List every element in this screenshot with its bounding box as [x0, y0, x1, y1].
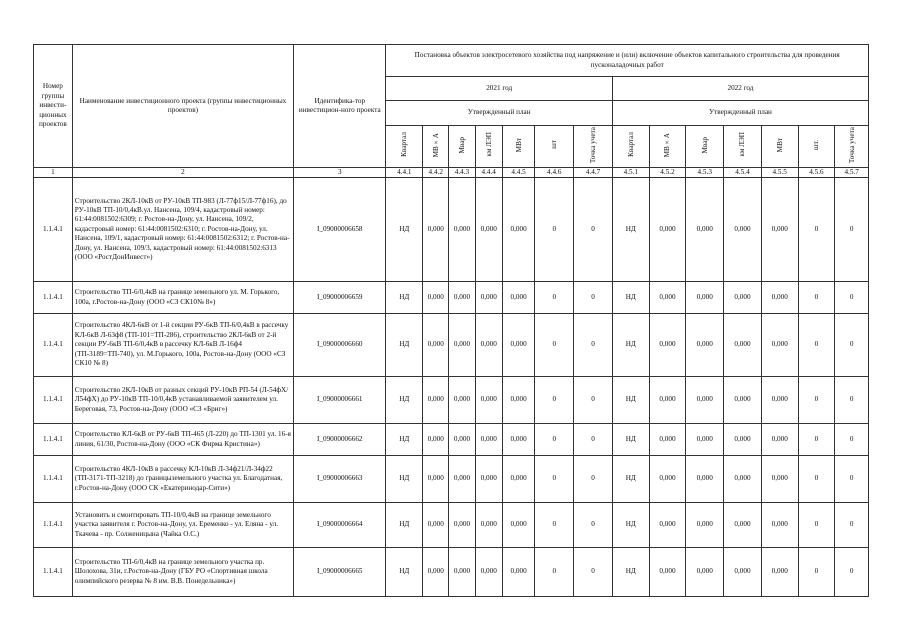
cell-2021-value: 0: [574, 503, 613, 548]
column-number: 4.5.3: [686, 168, 724, 178]
table-row: [34, 503, 869, 548]
cell-2021-value: 0,000: [475, 424, 502, 456]
table-row: [34, 424, 869, 456]
cell-2021-value: 0,000: [502, 424, 535, 456]
cell-2022-value: 0,000: [649, 424, 686, 456]
cell-2021-value: 0,000: [423, 178, 449, 282]
cell-2022-value: 0,000: [724, 424, 762, 456]
cell-project-name: Установить и смонтировать ТП-10/0,4кВ на границе земельного участка заявителя г. Ростов-на-Дону, ул. Еременко - ул. Еляна - ул. Ткачева - пр. Солженицына (Чайка О.С.): [72, 503, 293, 548]
cell-2021-value: 0,000: [423, 456, 449, 503]
column-number: 3: [294, 168, 386, 178]
cell-2022-value: 0,000: [649, 377, 686, 424]
cell-group-number: 1.1.4.1: [34, 456, 73, 503]
subheader-label: Мвар: [457, 136, 466, 154]
subheader-label: МВт: [775, 137, 784, 152]
cell-2021-value: 0: [535, 282, 574, 314]
cell-project-name: Строительство ТП-6/0,4кВ на границе земельного ул. М. Горького, 100а, г.Ростов-на-Дону (ООО «СЗ СК10№ 8»): [72, 282, 293, 314]
cell-2022-value: 0: [835, 503, 869, 548]
cell-project-name: Строительство 4КЛ-10кВ в рассечку КЛ-10кВ Л-34ф21/Л-34ф22 (ТП-3171-ТП-3218) до границыземельного участка ул. Благодатная, г.Ростов-на-Дону (ООО СК «Екатеринодар-Сити»): [72, 456, 293, 503]
cell-2021-value: 0,000: [423, 282, 449, 314]
column-number: 4.5.4: [724, 168, 762, 178]
cell-group-number: 1.1.4.1: [34, 282, 73, 314]
table-row: [34, 456, 869, 503]
cell-2021-value: 0,000: [502, 548, 535, 597]
cell-2021-value: 0,000: [502, 314, 535, 377]
cell-2021-value: 0: [574, 282, 613, 314]
cell-2021-value: НД: [386, 178, 423, 282]
cell-2021-value: 0,000: [423, 314, 449, 377]
cell-identifier: I_09000006661: [294, 377, 386, 424]
cell-2021-value: 0: [535, 503, 574, 548]
cell-2021-value: 0,000: [449, 178, 475, 282]
cell-2022-value: 0,000: [686, 314, 724, 377]
cell-identifier: I_09000006660: [294, 314, 386, 377]
cell-identifier: I_09000006665: [294, 548, 386, 597]
cell-group-number: 1.1.4.1: [34, 548, 73, 597]
cell-identifier: I_09000006658: [294, 178, 386, 282]
cell-2021-value: НД: [386, 377, 423, 424]
cell-2021-value: 0,000: [449, 503, 475, 548]
table-row: [34, 282, 869, 314]
cell-2022-value: 0,000: [761, 424, 798, 456]
cell-2021-value: 0,000: [449, 314, 475, 377]
cell-2022-value: 0,000: [761, 456, 798, 503]
header-year-2022: 2022 год: [612, 77, 868, 101]
header-approved-plan-2022: Утвержденный план: [612, 101, 868, 126]
cell-identifier: I_09000006664: [294, 503, 386, 548]
cell-2022-value: 0: [835, 424, 869, 456]
cell-group-number: 1.1.4.1: [34, 503, 73, 548]
cell-2021-value: 0,000: [475, 503, 502, 548]
cell-identifier: I_09000006662: [294, 424, 386, 456]
cell-2021-value: 0,000: [502, 503, 535, 548]
cell-2021-value: 0,000: [423, 503, 449, 548]
subheader-2022-col-3: [686, 126, 724, 168]
subheader-2022-col-1: [612, 126, 649, 168]
cell-2021-value: 0: [574, 377, 613, 424]
investment-projects-table: [33, 44, 869, 597]
cell-project-name: Строительство КЛ-6кВ от РУ-6кВ ТП-465 (Л-220) до ТП-1301 ул. 16-я линия, 61/30, Ростов-на-Дону (ООО «СК Фирма Кристина»): [72, 424, 293, 456]
header-project-name: Наименование инвестиционного проекта (группы инвестиционных проектов): [72, 45, 293, 168]
cell-2021-value: 0,000: [475, 377, 502, 424]
cell-2022-value: 0,000: [761, 314, 798, 377]
cell-2021-value: 0: [535, 178, 574, 282]
header-group-number: Номер группы инвести-ционных проектов: [34, 45, 73, 168]
cell-group-number: 1.1.4.1: [34, 424, 73, 456]
column-number: 4.4.1: [386, 168, 423, 178]
cell-2021-value: НД: [386, 314, 423, 377]
cell-2021-value: 0: [535, 377, 574, 424]
subheader-label: МВт: [514, 137, 523, 152]
cell-2021-value: 0: [574, 424, 613, 456]
subheader-label: Точка учета: [589, 126, 598, 163]
column-number: 1: [34, 168, 73, 178]
subheader-label: МВ×А: [431, 132, 440, 157]
cell-2022-value: 0,000: [649, 282, 686, 314]
cell-2021-value: 0,000: [502, 456, 535, 503]
cell-2021-value: 0,000: [475, 282, 502, 314]
header-year-2021: 2021 год: [386, 77, 613, 101]
column-number: 4.5.7: [835, 168, 869, 178]
cell-2021-value: 0,000: [475, 456, 502, 503]
cell-2022-value: НД: [612, 424, 649, 456]
cell-identifier: I_09000006659: [294, 282, 386, 314]
cell-2021-value: 0,000: [423, 377, 449, 424]
column-number: 4.4.4: [475, 168, 502, 178]
table-row: [34, 548, 869, 597]
cell-2022-value: 0,000: [761, 178, 798, 282]
cell-2021-value: 0,000: [449, 377, 475, 424]
column-number: 4.4.2: [423, 168, 449, 178]
cell-2022-value: 0: [798, 178, 835, 282]
subheader-label: км ЛЭП: [484, 132, 493, 158]
cell-2021-value: 0,000: [449, 548, 475, 597]
subheader-2021-col-6: [535, 126, 574, 168]
cell-2021-value: НД: [386, 503, 423, 548]
cell-2021-value: 0: [535, 456, 574, 503]
cell-2022-value: 0: [835, 456, 869, 503]
subheader-label: шт.: [812, 139, 821, 150]
cell-2022-value: 0,000: [724, 314, 762, 377]
subheader-label: шт: [550, 140, 559, 150]
subheader-label: Мвар: [700, 136, 709, 154]
column-number: 4.5.6: [798, 168, 835, 178]
column-number: 4.4.5: [502, 168, 535, 178]
cell-2022-value: 0,000: [724, 456, 762, 503]
subheader-2021-col-1: [386, 126, 423, 168]
column-number: 4.4.7: [574, 168, 613, 178]
cell-2021-value: 0,000: [502, 377, 535, 424]
cell-project-name: Строительство 2КЛ-10кВ от разных секций РУ-10кВ РП-54 (Л-54фХ/Л54фХ) до РУ-10кВ ТП-10/0,4кВ устанавливаемой заявителем ул. Береговая, 73, Ростов-на-Дону (ООО «СЗ «Бриг»): [72, 377, 293, 424]
cell-2022-value: 0,000: [724, 377, 762, 424]
cell-2021-value: 0: [574, 548, 613, 597]
header-approved-plan-2021: Утвержденный план: [386, 101, 613, 126]
cell-2022-value: 0,000: [686, 503, 724, 548]
column-number: 2: [72, 168, 293, 178]
cell-2022-value: 0,000: [649, 548, 686, 597]
cell-2022-value: 0: [798, 314, 835, 377]
column-number: 4.5.2: [649, 168, 686, 178]
subheader-label: км ЛЭП: [738, 132, 747, 158]
header-plan-title: Постановка объектов электросетевого хозяйства под напряжение и (или) включение объектов капитального строительства для проведения пусконаладочных работ: [386, 45, 869, 77]
cell-2022-value: 0,000: [761, 503, 798, 548]
cell-2022-value: 0,000: [724, 282, 762, 314]
header-identifier: Идентифика-тор инвестицион-ного проекта: [294, 45, 386, 168]
cell-2022-value: НД: [612, 282, 649, 314]
cell-2022-value: НД: [612, 377, 649, 424]
cell-2022-value: 0,000: [686, 424, 724, 456]
cell-2022-value: 0,000: [761, 548, 798, 597]
cell-2022-value: 0,000: [686, 178, 724, 282]
cell-2021-value: НД: [386, 282, 423, 314]
cell-2021-value: 0,000: [423, 548, 449, 597]
cell-project-name: Строительство ТП-6/0,4кВ на границе земельного участка пр. Шолохова, 31и, г.Ростов-на-Дону (ГБУ РО «Спортивная школа олимпийского резерва № 8 им. В.В. Понедельника»): [72, 548, 293, 597]
cell-group-number: 1.1.4.1: [34, 178, 73, 282]
cell-2022-value: 0: [835, 282, 869, 314]
subheader-2022-col-5: [761, 126, 798, 168]
subheader-label: Квартал: [626, 132, 635, 158]
column-number: 4.5.1: [612, 168, 649, 178]
cell-2021-value: 0,000: [475, 314, 502, 377]
cell-2021-value: 0,000: [449, 456, 475, 503]
cell-2022-value: 0: [798, 503, 835, 548]
cell-2022-value: 0,000: [761, 282, 798, 314]
cell-2022-value: 0: [835, 377, 869, 424]
cell-2022-value: 0: [798, 282, 835, 314]
column-number: 4.4.3: [449, 168, 475, 178]
cell-2022-value: 0: [835, 178, 869, 282]
cell-2022-value: 0,000: [724, 548, 762, 597]
table-row: [34, 314, 869, 377]
cell-2022-value: 0: [798, 377, 835, 424]
cell-2022-value: НД: [612, 503, 649, 548]
cell-2021-value: 0,000: [475, 178, 502, 282]
cell-2021-value: НД: [386, 424, 423, 456]
column-number: 4.4.6: [535, 168, 574, 178]
cell-2022-value: НД: [612, 314, 649, 377]
cell-2022-value: 0: [835, 548, 869, 597]
cell-2022-value: 0: [798, 548, 835, 597]
table-row: [34, 377, 869, 424]
subheader-2022-col-4: [724, 126, 762, 168]
cell-project-name: Строительство 2КЛ-10кВ от РУ-10кВ ТП-983 (Л-77ф15/Л-77ф16), до РУ-10кВ ТП-10/0,4кВ.ул. Нансена, 109/4, кадастровый номер: 61:44:0081502:6309; г. Ростов-на-Дону, ул. Нансена, 109/2, кадастровый номер: 61:44:0081502:6310; г. Ростов-на-Дону, ул. Нансена, 109/1, кадастровый номер: 61:44:0081502:6312; г. Ростов-на-Дону, ул. Нансена, 109/3, кадастровый номер: 61:44:0081502:6313 (ООО «РостДонИнвест»): [72, 178, 293, 282]
cell-2021-value: 0: [574, 178, 613, 282]
cell-2022-value: 0: [835, 314, 869, 377]
cell-2021-value: 0: [535, 548, 574, 597]
cell-2022-value: НД: [612, 548, 649, 597]
cell-2022-value: 0,000: [686, 282, 724, 314]
subheader-2022-col-6: [798, 126, 835, 168]
investment-table-sheet: [33, 44, 869, 597]
cell-2022-value: 0,000: [761, 377, 798, 424]
cell-2021-value: 0,000: [449, 424, 475, 456]
subheader-2021-col-5: [502, 126, 535, 168]
cell-project-name: Строительство 4КЛ-6кВ от 1-й секции РУ-6кВ ТП-6/0,4кВ в рассечку КЛ-6кВ Л-63ф8 (ТП-101=ТП-286), строительство 2КЛ-6кВ от 2-й секции РУ-6кВ ТП-6/0,4кВ в рассечку КЛ-6кВ Л-16ф4 (ТП-3189=ТП-740), ул. М.Горького, 100а, Ростов-на-Дону (ООО «СЗ СК10 № 8): [72, 314, 293, 377]
cell-2022-value: 0,000: [649, 314, 686, 377]
cell-2021-value: 0,000: [449, 282, 475, 314]
cell-2021-value: НД: [386, 456, 423, 503]
cell-2022-value: 0,000: [649, 178, 686, 282]
cell-2021-value: 0: [535, 424, 574, 456]
subheader-2021-col-3: [449, 126, 475, 168]
cell-2022-value: НД: [612, 456, 649, 503]
cell-group-number: 1.1.4.1: [34, 314, 73, 377]
cell-2022-value: 0,000: [686, 377, 724, 424]
cell-2022-value: 0,000: [686, 548, 724, 597]
cell-2022-value: 0,000: [724, 503, 762, 548]
cell-identifier: I_09000006663: [294, 456, 386, 503]
cell-2022-value: 0,000: [649, 503, 686, 548]
subheader-label: Точка учета: [847, 126, 856, 163]
cell-2022-value: 0,000: [724, 178, 762, 282]
subheader-2021-col-2: [423, 126, 449, 168]
cell-2022-value: 0: [798, 424, 835, 456]
cell-2022-value: 0,000: [649, 456, 686, 503]
subheader-label: Квартал: [400, 132, 409, 158]
subheader-label: МВ×А: [663, 132, 672, 157]
cell-2021-value: 0,000: [502, 282, 535, 314]
subheader-2022-col-2: [649, 126, 686, 168]
cell-2021-value: 0,000: [423, 424, 449, 456]
subheader-2022-col-7: [835, 126, 869, 168]
cell-2022-value: 0: [798, 456, 835, 503]
subheader-2021-col-4: [475, 126, 502, 168]
cell-2022-value: НД: [612, 178, 649, 282]
cell-group-number: 1.1.4.1: [34, 377, 73, 424]
cell-2021-value: 0: [574, 314, 613, 377]
subheader-2021-col-7: [574, 126, 613, 168]
cell-2021-value: 0: [535, 314, 574, 377]
column-number: 4.5.5: [761, 168, 798, 178]
cell-2021-value: НД: [386, 548, 423, 597]
cell-2021-value: 0,000: [502, 178, 535, 282]
cell-2021-value: 0: [574, 456, 613, 503]
cell-2022-value: 0,000: [686, 456, 724, 503]
table-row: [34, 178, 869, 282]
cell-2021-value: 0,000: [475, 548, 502, 597]
